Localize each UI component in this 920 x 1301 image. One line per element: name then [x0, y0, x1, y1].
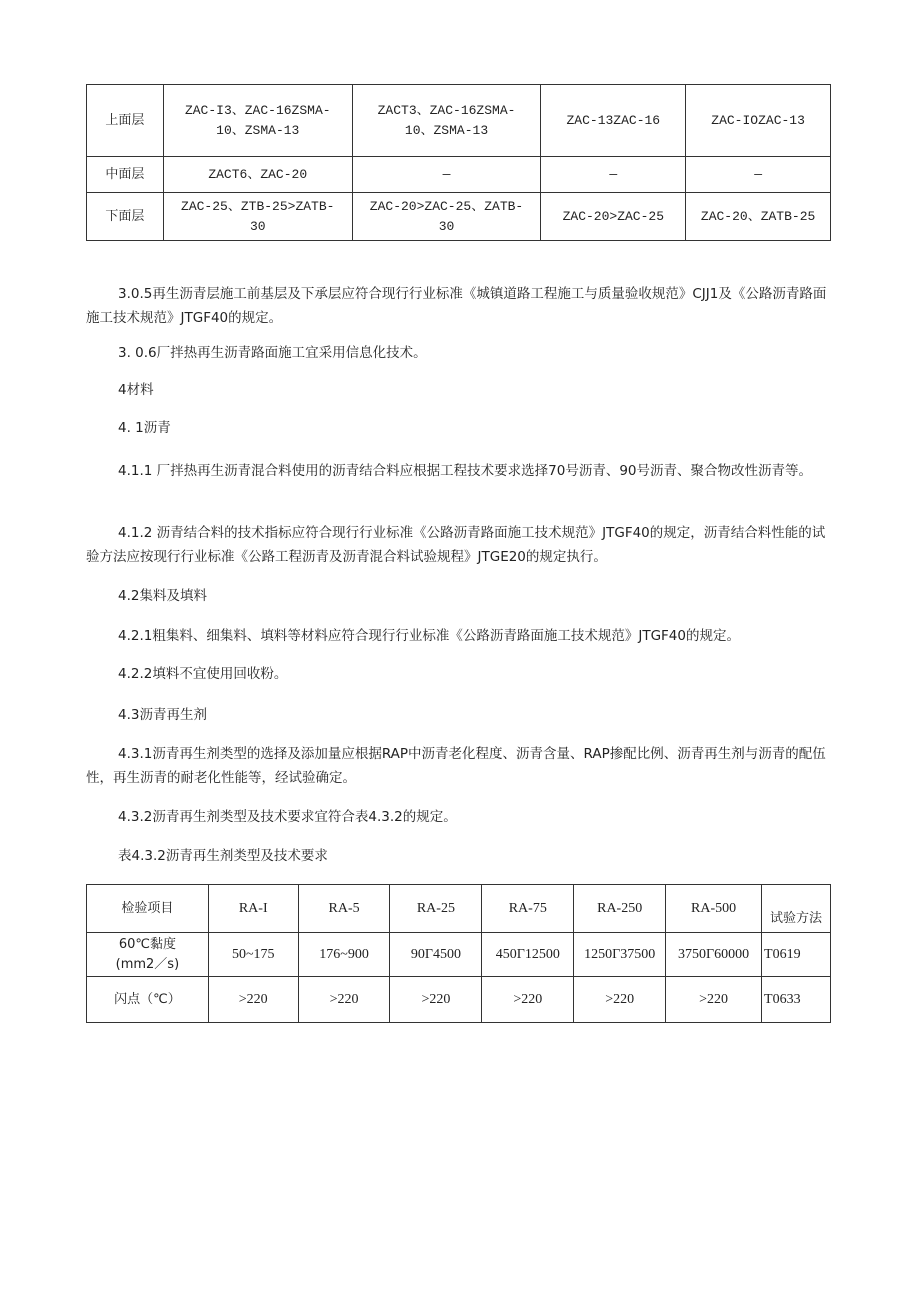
- table-caption: 表4.3.2沥青再生剂类型及技术要求: [118, 848, 328, 864]
- table-cell: 3750Г60000: [666, 933, 762, 977]
- clause-4-1-2: 4.1.2 沥青结合料的技术指标应符合现行行业标准《公路沥青路面施工技术规范》JTGF40的规定，沥青结合料性能的试验方法应按现行行业标准《公路工程沥青及沥青混合料试验规程》JTGE20的规定执行。: [86, 525, 826, 565]
- table-cell: ZAC-IOZAC-13: [686, 85, 831, 157]
- table-cell: >220: [390, 977, 482, 1023]
- table-cell: >220: [298, 977, 390, 1023]
- table-cell: 450Г12500: [482, 933, 574, 977]
- table-cell: 50~175: [208, 933, 298, 977]
- section-heading-4-3: 4.3沥青再生剂: [118, 707, 207, 723]
- clause-3-0-6: 3. 0.6厂拌热再生沥青路面施工宜采用信息化技术。: [118, 345, 427, 361]
- header-cell: 试验方法: [762, 885, 831, 933]
- header-cell: RA-I: [208, 885, 298, 933]
- table-cell: ZAC-20>ZAC-25: [541, 193, 686, 241]
- table-cell: ZAC-25、ZTB-25>ZATB-30: [163, 193, 352, 241]
- rejuvenator-spec-table: [86, 884, 831, 1023]
- table-cell: 176~900: [298, 933, 390, 977]
- table-cell: ZAC-20、ZATB-25: [686, 193, 831, 241]
- row-label: 60℃黏度(mm2／s): [87, 933, 209, 977]
- header-cell: RA-500: [666, 885, 762, 933]
- table-cell: ZACT6、ZAC-20: [163, 157, 352, 193]
- table-cell: T0619: [762, 933, 831, 977]
- header-cell: RA-5: [298, 885, 390, 933]
- header-cell: 检验项目: [87, 885, 209, 933]
- table-row: [87, 933, 831, 977]
- row-label: 下面层: [87, 193, 164, 241]
- row-label: 上面层: [87, 85, 164, 157]
- table-header-row: [87, 885, 831, 933]
- header-cell: RA-250: [574, 885, 666, 933]
- header-cell: RA-25: [390, 885, 482, 933]
- table-cell: —: [352, 157, 541, 193]
- section-heading-4-1: 4. 1沥青: [118, 420, 171, 436]
- table-row: [87, 977, 831, 1023]
- row-label: 闪点（℃）: [87, 977, 209, 1023]
- clause-4-2-2: 4.2.2填料不宜使用回收粉。: [118, 666, 288, 682]
- pavement-layer-table: [86, 84, 831, 241]
- table-cell: ZAC-I3、ZAC-16ZSMA-10、ZSMA-13: [163, 85, 352, 157]
- table-cell: —: [686, 157, 831, 193]
- table-cell: 1250Г37500: [574, 933, 666, 977]
- row-label: 中面层: [87, 157, 164, 193]
- table-cell: ZAC-13ZAC-16: [541, 85, 686, 157]
- table-cell: >220: [482, 977, 574, 1023]
- table-cell: >220: [574, 977, 666, 1023]
- section-heading-4: 4材料: [118, 382, 154, 398]
- clause-3-0-5: 3.0.5再生沥青层施工前基层及下承层应符合现行行业标准《城镇道路工程施工与质量验收规范》CJJ1及《公路沥青路面施工技术规范》JTGF40的规定。: [86, 286, 827, 326]
- clause-4-2-1: 4.2.1粗集料、细集料、填料等材料应符合现行行业标准《公路沥青路面施工技术规范》JTGF40的规定。: [118, 628, 740, 644]
- table-row: [87, 193, 831, 241]
- table-row: [87, 157, 831, 193]
- table-cell: >220: [666, 977, 762, 1023]
- table-cell: T0633: [762, 977, 831, 1023]
- table-cell: —: [541, 157, 686, 193]
- table-row: [87, 85, 831, 157]
- table-cell: ZAC-20>ZAC-25、ZATB-30: [352, 193, 541, 241]
- section-heading-4-2: 4.2集料及填料: [118, 588, 207, 604]
- clause-4-3-1: 4.3.1沥青再生剂类型的选择及添加量应根据RAP中沥青老化程度、沥青含量、RAP掺配比例、沥青再生剂与沥青的配伍性，再生沥青的耐老化性能等，经试验确定。: [86, 746, 826, 786]
- clause-4-3-2: 4.3.2沥青再生剂类型及技术要求宜符合表4.3.2的规定。: [118, 809, 457, 825]
- table-cell: 90Г4500: [390, 933, 482, 977]
- clause-4-1-1: 4.1.1 厂拌热再生沥青混合料使用的沥青结合料应根据工程技术要求选择70号沥青、90号沥青、聚合物改性沥青等。: [118, 463, 812, 479]
- table-cell: ZACT3、ZAC-16ZSMA-10、ZSMA-13: [352, 85, 541, 157]
- table-cell: >220: [208, 977, 298, 1023]
- header-cell: RA-75: [482, 885, 574, 933]
